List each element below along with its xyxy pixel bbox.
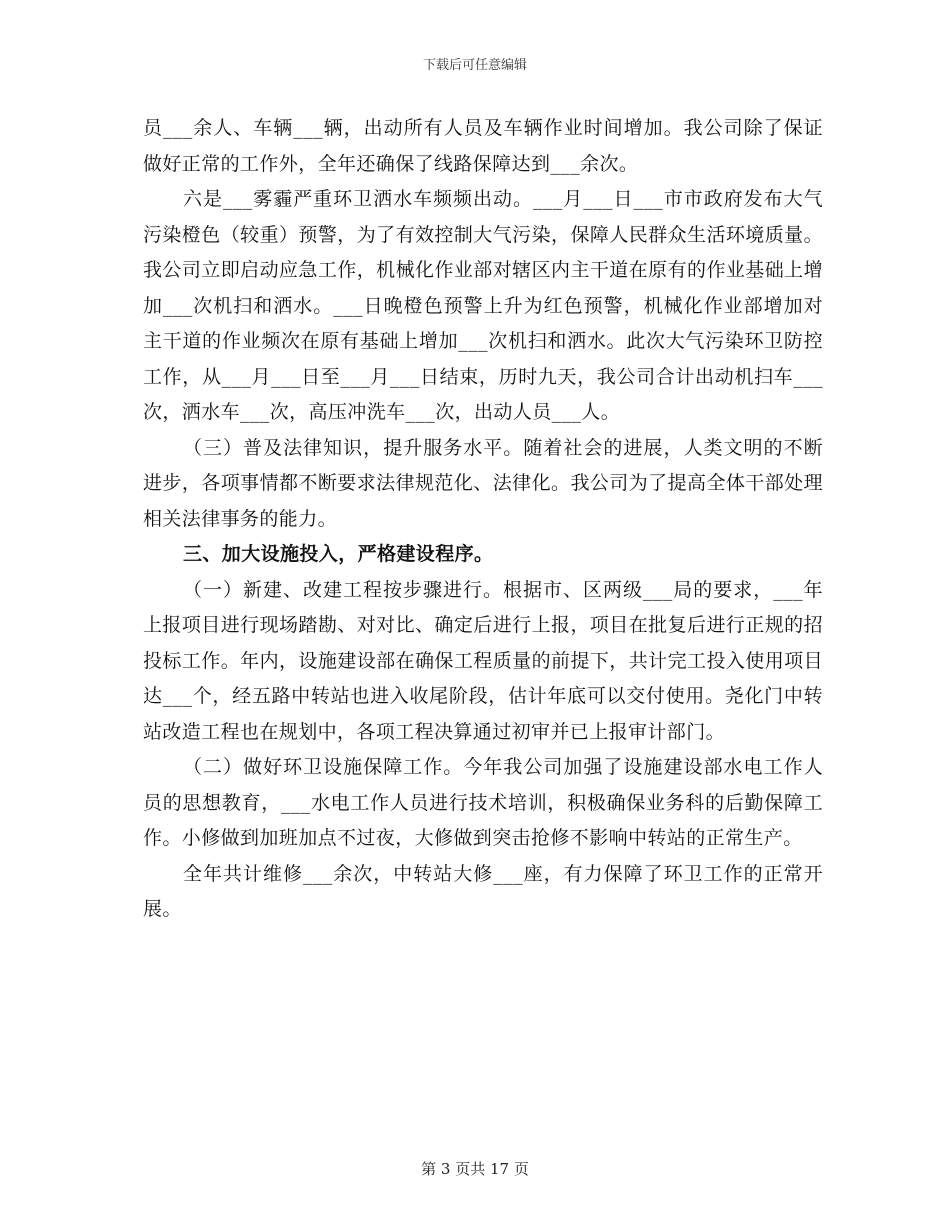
paragraph-personnel-vehicles: 员___余人、车辆___辆，出动所有人员及车辆作业时间增加。我公司除了保证做好正常的工作外，全年还确保了线路保障达到___余次。 — [143, 117, 823, 175]
paragraph-facility-maintenance: （二）做好环卫设施保障工作。今年我公司加强了设施建设部水电工作人员的思想教育，___水电工作人员进行技术培训，积极确保业务科的后勤保障工作。小修做到加班加点不过夜，大修做到突击抢修不影响中转站的正常生产。 — [143, 756, 823, 849]
page-footer: 第 3 页共 17 页 — [421, 1160, 529, 1178]
paragraph-construction-projects: （一）新建、改建工程按步骤进行。根据市、区两级___局的要求，___年上报项目进行现场踏勘、对对比、确定后进行上报，项目在批复后进行正规的招投标工作。年内，设施建设部在确保工程质量的前提下，共计完工投入使用项目达___个，经五路中转站也进入收尾阶段，估计年底可以交付使用。尧化门中转站改造工程也在规划中，各项工程决算通过初审并已上报审计部门。 — [143, 578, 823, 743]
section-heading-facilities: 三、加大设施投入，严格建设程序。 — [183, 543, 494, 565]
page-header: 下载后可任意编辑 — [422, 58, 527, 73]
paragraph-smog-response: 六是___雾霾严重环卫洒水车频频出动。___月___日___市市政府发布大气污染橙色（较重）预警，为了有效控制大气污染，保障人民群众生活环境质量。我公司立即启动应急工作，机械化作业部对辖区内主干道在原有的作业基础上增加___次机扫和洒水。___日晚橙色预警上升为红色预警，机械化作业部增加对主干道的作业频次在原有基础上增加___次机扫和洒水。此次大气污染环卫防控工作，从___月___日至___月___日结束，历时九天，我公司合计出动机扫车___次，洒水车___次，高压冲洗车___次，出动人员___人。 — [143, 188, 823, 423]
paragraph-legal-knowledge: （三）普及法律知识，提升服务水平。随着社会的进展，人类文明的不断进步，各项事情都不断要求法律规范化、法律化。我公司为了提高全体干部处理相关法律事务的能力。 — [143, 436, 823, 530]
paragraph-annual-repairs: 全年共计维修___余次，中转站大修___座，有力保障了环卫工作的正常开展。 — [143, 862, 823, 920]
document-body — [143, 111, 823, 928]
